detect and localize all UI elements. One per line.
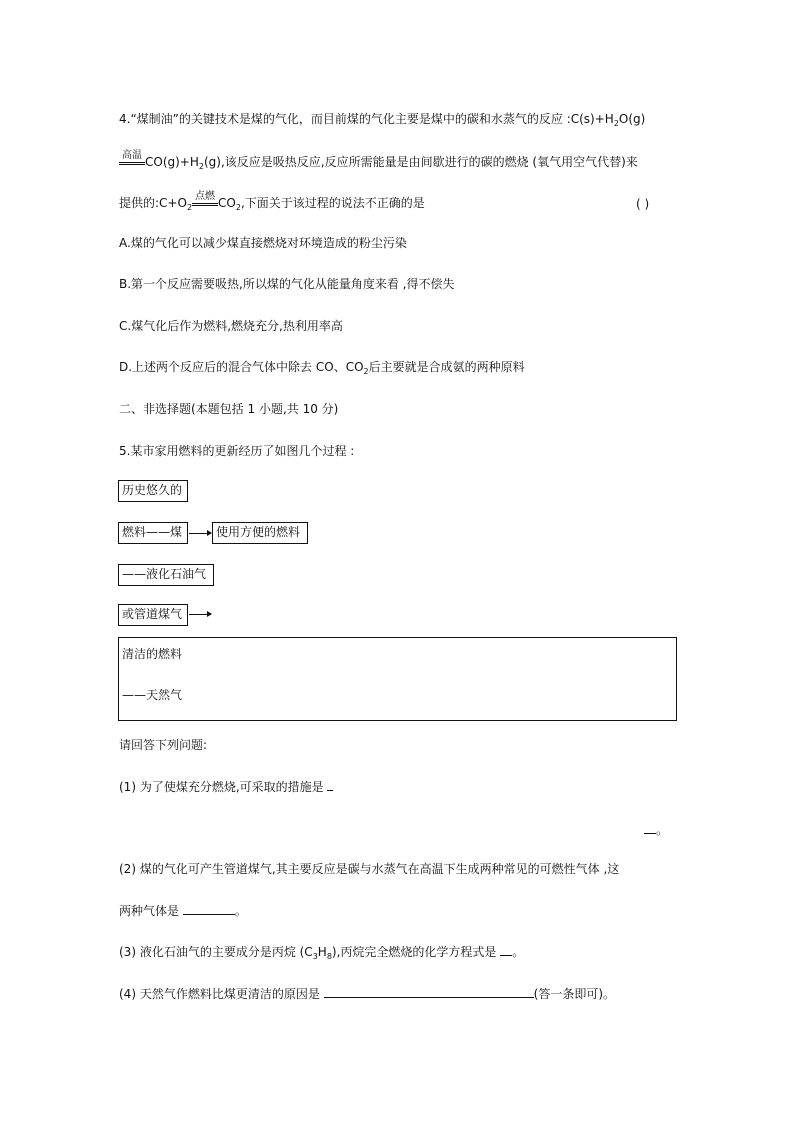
answer-blank[interactable] bbox=[327, 779, 333, 791]
q4-line2-text-b: (g),该反应是吸热反应,反应所需能量是由间歇进行的碳的燃烧 (氧气用空气代替)来 bbox=[203, 155, 638, 169]
subscript: 2 bbox=[186, 203, 193, 212]
flow-box-label: 使用方便的燃料 bbox=[216, 525, 301, 539]
answer-blank[interactable] bbox=[324, 986, 534, 998]
answer-parentheses[interactable]: ( ) bbox=[636, 197, 650, 211]
sub-question-1-text: (1) 为了使煤充分燃烧,可采取的措施是 bbox=[119, 780, 324, 794]
subscript: 2 bbox=[235, 203, 241, 212]
sub-question-4-text: (4) 天然气作燃料比煤更清洁的原因是 bbox=[119, 987, 320, 1001]
q5-stem: 5.某市家用燃料的更新经历了如图几个过程 : bbox=[119, 444, 355, 458]
answer-blank[interactable] bbox=[183, 903, 235, 915]
flow-box-history bbox=[118, 480, 188, 502]
subscript: 2 bbox=[198, 162, 204, 171]
condition-label: 点燃 bbox=[195, 191, 216, 202]
reaction-condition-high-temp bbox=[119, 150, 145, 170]
flow-arrow bbox=[189, 614, 211, 615]
condition-label: 高温 bbox=[122, 150, 142, 161]
flow-box-lpg bbox=[118, 564, 214, 586]
flow-arrow bbox=[189, 533, 211, 534]
equals-sign bbox=[119, 162, 145, 165]
flow-box-clean-fuel bbox=[118, 637, 677, 721]
flow-box-coal bbox=[118, 522, 188, 544]
q5-prompt: 请回答下列问题: bbox=[119, 738, 208, 752]
q4-line1-end: O(g) bbox=[618, 112, 646, 126]
answer-blank[interactable] bbox=[644, 822, 656, 834]
sub-question-4-end: (答一条即可)。 bbox=[533, 987, 616, 1001]
sub-question-3-text-c: ),丙烷完全燃烧的化学方程式是 bbox=[331, 945, 497, 959]
subscript: 2 bbox=[363, 367, 369, 376]
flow-box-label: ——液化石油气 bbox=[122, 567, 207, 581]
q4-line1-text: 4.“煤制油”的关键技术是煤的气化，而目前煤的气化主要是煤中的碳和水蒸气的反应 :C(s)+H bbox=[119, 112, 614, 126]
q4-line2 bbox=[119, 150, 638, 171]
subscript: 3 bbox=[312, 952, 318, 961]
option-d-text-b: 后主要就是合成氨的两种原料 bbox=[368, 360, 525, 374]
q4-line3-text-c: ,下面关于该过程的说法不正确的是 bbox=[240, 196, 425, 210]
option-a: A.煤的气化可以减少煤直接燃烧对环境造成的粉尘污染 bbox=[119, 236, 407, 250]
flow-box-label: 清洁的燃料 bbox=[122, 647, 183, 661]
period: 。 bbox=[512, 945, 525, 959]
sub-question-1 bbox=[119, 779, 333, 795]
sub-question-3-text-b: H bbox=[317, 945, 327, 959]
sub-question-3-text-a: (3) 液化石油气的主要成分是丙烷 (C bbox=[119, 945, 313, 959]
subscript: 8 bbox=[326, 952, 332, 961]
q4-line1 bbox=[119, 111, 645, 127]
sub-question-3 bbox=[119, 944, 524, 960]
option-c: C.煤气化后作为燃料,燃烧充分,热利用率高 bbox=[119, 319, 343, 333]
q4-line3-text-b: CO bbox=[218, 196, 236, 210]
answer-blank[interactable] bbox=[500, 944, 512, 956]
q4-line3 bbox=[119, 191, 425, 212]
period: 。 bbox=[656, 823, 669, 837]
sub-question-2-text: 两种气体是 bbox=[119, 904, 180, 918]
flow-box-pipeline-gas bbox=[118, 604, 188, 626]
sub-question-2-line1: (2) 煤的气化可产生管道煤气,其主要反应是碳与水蒸气在高温下生成两种常见的可燃性气体 ,这 bbox=[119, 862, 620, 876]
flow-box-label: 或管道煤气 bbox=[122, 607, 183, 621]
flow-box-label: 历史悠久的 bbox=[122, 483, 183, 497]
section-heading: 二、非选择题(本题包括 1 小题,共 10 分) bbox=[119, 402, 339, 416]
flow-box-label: ——天然气 bbox=[122, 688, 183, 702]
period: 。 bbox=[234, 904, 247, 918]
flow-box-convenient bbox=[212, 522, 308, 544]
sub-question-2-line2 bbox=[119, 903, 247, 919]
reaction-condition-ignite bbox=[192, 191, 218, 211]
flow-box-label: 燃料——煤 bbox=[122, 525, 183, 539]
subscript: 2 bbox=[613, 119, 619, 128]
q4-line2-text-a: CO(g)+H bbox=[145, 155, 199, 169]
equals-sign bbox=[192, 203, 218, 206]
option-b: B.第一个反应需要吸热,所以煤的气化从能量角度来看 ,得不偿失 bbox=[119, 277, 455, 291]
option-d-text-a: D.上述两个反应后的混合气体中除去 CO、CO bbox=[119, 360, 364, 374]
sub-question-1-end bbox=[644, 822, 668, 838]
q4-line3-text-a: 提供的:C+O bbox=[119, 196, 187, 210]
sub-question-4 bbox=[119, 986, 615, 1002]
option-d bbox=[119, 359, 525, 375]
